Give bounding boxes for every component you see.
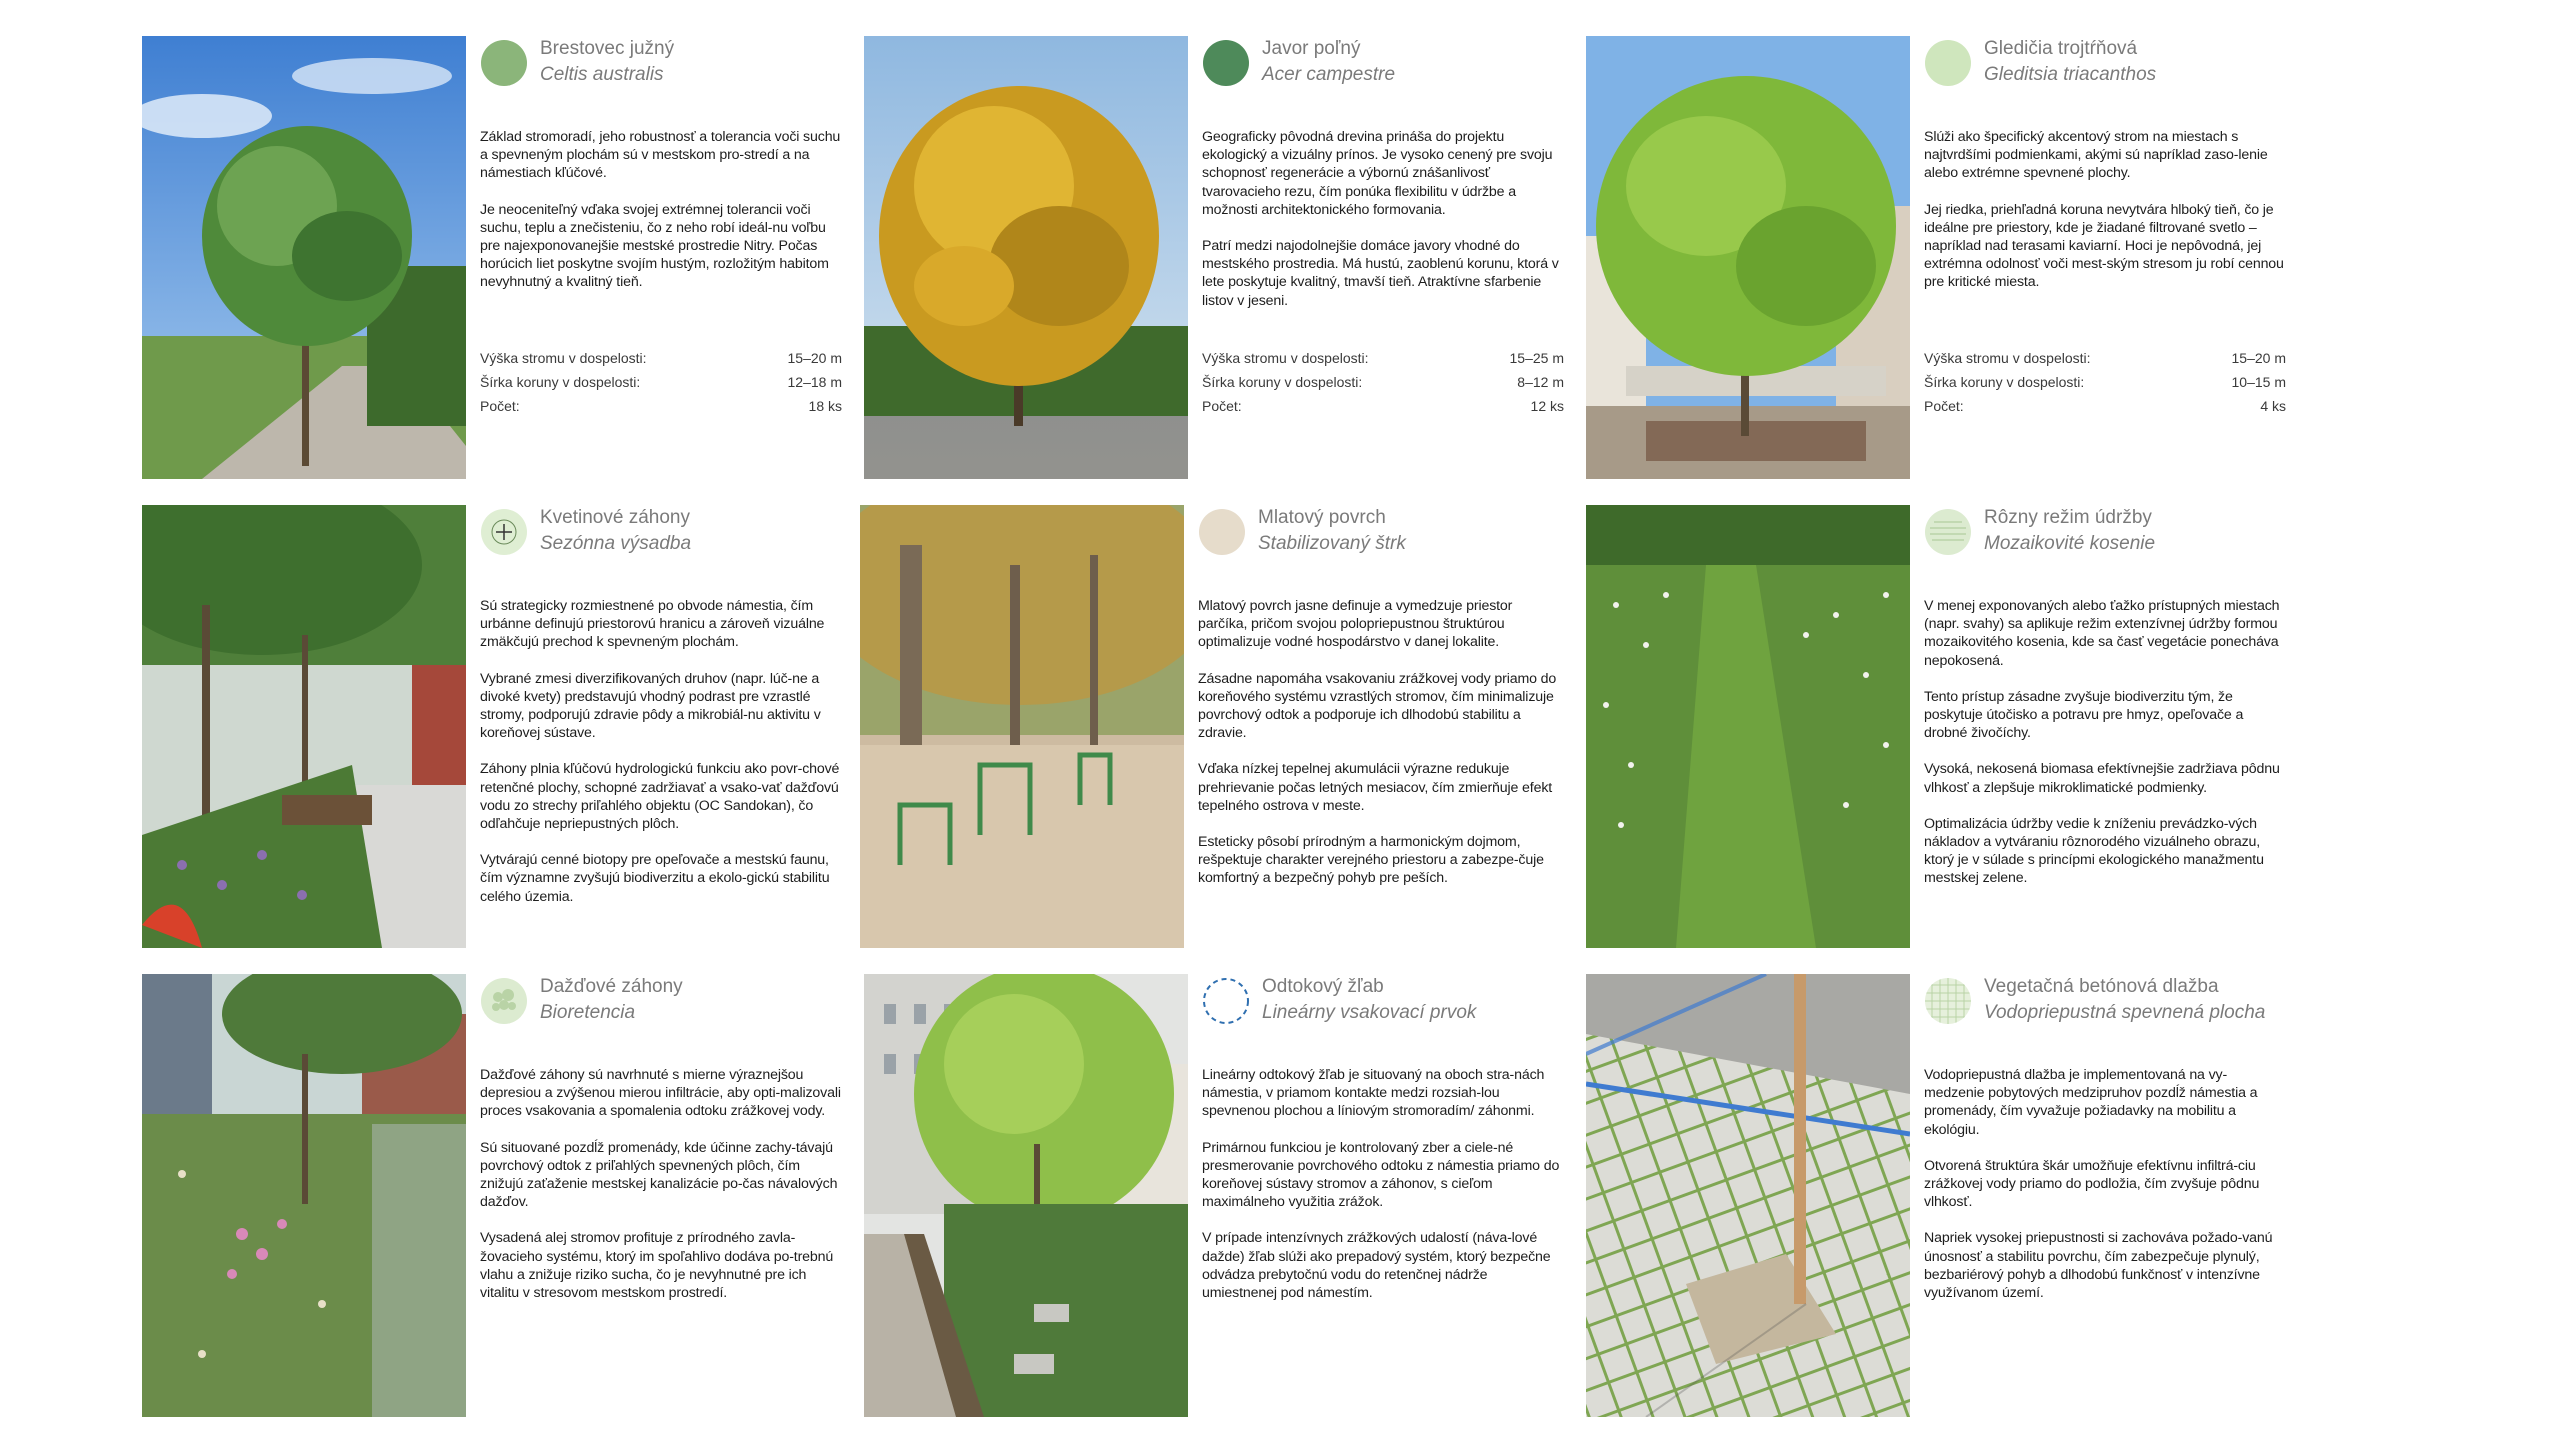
description-paragraph: Patrí medzi najodolnejšie domáce javory vhodné do mestského prostredia. Má hustú, zaoblenú korunu, ktorá v lete poskytuje kvalitný, tmavší tieň. Atraktívne sfarbenie listov v jeseni. [1202,238,1559,309]
description-paragraph: Jej riedka, priehľadná koruna nevytvára hlboký tieň, čo je ideálne pre priestory, kde je žiadané filtrované svetlo – napríklad nad terasami kaviarní. Hoci je nepôvodná, jej extrémna odolnosť voči mest-ským stresom ju robí cennou pre kritické miesta. [1924,201,2284,291]
description-paragraph: Zásadne napomáha vsakovaniu zrážkovej vody priamo do koreňového systému vzrastlých stromov, čím minimalizuje povrchový odtok a podporuje ich dlhodobú stabilitu a zdravie. [1198,670,1557,742]
description [1924,128,2286,310]
filled-circle-icon [1198,508,1246,556]
photo-tree-sky [142,36,466,479]
plant-name: Dažďové záhony [540,976,683,997]
photo-rain-garden [142,974,466,1417]
photo-flower-beds [142,505,466,948]
filled-circle-icon [480,39,528,87]
stat-height: Výška stromu v dospelosti: 15–25 m [1202,350,1564,366]
description-paragraph: Záhony plnia kľúčovú hydrologickú funkciu ako povr-chové retenčné plochy, schopné zadržiavať a vsako-vať dažďovú vodu zo strechy priľahlého objektu (OC Sandokan), čo odľahčuje nepriepustných plôch. [480,761,840,833]
stat-crown-width: Šírka koruny v dospelosti: 10–15 m [1924,374,2286,390]
tree-stats [480,350,842,422]
photo-drainage [864,974,1188,1417]
card-javor [864,36,1564,479]
description-paragraph: Vysadená alej stromov profituje z prírodného zavla-žovacieho systému, ktorý im spoľahlivo dodáva po-trebnú vlahu a znižuje riziko sucha, čo je nevyhnutné pre ich vitalitu v stresovom mestskom prostredí. [480,1230,834,1302]
description [1202,128,1564,328]
description-paragraph: Esteticky pôsobí prírodným a harmonickým dojmom, rešpektuje charakter verejného priestoru a zabezpe-čuje komfortný a bezpečný pohyb pre peších. [1198,834,1544,887]
description-paragraph: Dažďové záhony sú navrhnuté s mierne výraznejšou depresiou a zvýšenou mierou infiltrácie, aby opti-malizovali proces vsakovania a spomalenia odtoku zrážkovej vody. [480,1067,841,1120]
plant-latin-name: Mozaikovité kosenie [1984,533,2156,554]
description-paragraph: Tento prístup zásadne zvyšuje biodiverzitu tým, že poskytuje útočisko a potravu pre hmyz, opeľovače a drobné živočíchy. [1924,688,2244,742]
filled-circle-icon [1924,39,1972,87]
description [1924,597,2286,906]
stat-count: Počet: 4 ks [1924,398,2286,414]
description-paragraph: Vytvárajú cenné biotopy pre opeľovače a mestskú faunu, čím významne zvyšujú biodiverzitu a ekolo-gickú stabilitu celého územia. [480,852,830,905]
description-paragraph: Geograficky pôvodná drevina prináša do projektu ekologický a vizuálny prínos. Je vysoko cenený pre svoju schopnosť regenerácie a výbornú znášanlivosť tvarovacieho rezu, čím ponúka flexibilitu v údržbe a možnosti architektonického formovania. [1202,129,1553,218]
plant-name: Vegetačná betónová dlažba [1984,976,2219,997]
card-vegetacna-dlazba [1586,974,2286,1417]
description-paragraph: Otvorená štruktúra škár umožňuje efektívnu infiltrá-ciu zrážkovej vody priamo do podložia, čím zvyšuje pôdnu vlhkosť. [1924,1157,2260,1211]
description [1202,1066,1564,1320]
description-paragraph: Lineárny odtokový žľab je situovaný na oboch stra-nách námestia, v priamom kontakte medzi rozsiah-lou spevnenou plochou a líniovým stromoradím/ záhonmi. [1202,1067,1545,1120]
plant-name: Mlatový povrch [1258,507,1386,528]
photo-grid-paving [1586,974,1910,1417]
photo-tree-cafe [1586,36,1910,479]
plant-name: Odtokový žľab [1262,976,1384,997]
card-brestovec [142,36,842,479]
info-panel [1924,36,2286,479]
description-paragraph: Sú situované pozdĺž promenády, kde účinne zachy-távajú povrchový odtok z priľahlých spevnených plôch, čím znižujú zaťaženie mestskej kanalizácie po-čas návalových dažďov. [480,1139,838,1211]
info-panel [1202,36,1564,479]
description-paragraph: Vďaka nízkej tepelnej akumulácii výrazne redukuje prehrievanie počas letných mesiacov, čím zmierňuje efekt tepelného ostrova v meste. [1198,761,1553,814]
plant-name: Rôzny režim údržby [1984,507,2152,528]
mowing-pattern-icon [1924,508,1972,556]
card-dazdove-zahony [142,974,842,1417]
description-paragraph: Slúži ako špecifický akcentový strom na miestach s najtvrdšími podmienkami, akými sú napríklad zaso-lenie alebo extrémne spevnené plochy. [1924,129,2268,182]
description-paragraph: Vybrané zmesi diverzifikovaných druhov (napr. lúč-ne a divoké kvety) predstavujú vhodný podrast pre vzrastlé stromy, podporujú zdravie pôdy a mikrobiál-nu aktivitu v koreňovej sústave. [480,670,821,742]
stat-count: Počet: 18 ks [480,398,842,414]
description [480,1066,842,1320]
description-paragraph: Je neoceniteľný vďaka svojej extrémnej tolerancii voči suchu, teplu a znečisteniu, čo z neho robí ideál-nu voľbu pre najexponovanejšie mestské prostredie Nitry. Počas horúcich liet poskytne svojím hustým, rozložitým habitom nevyhnutný a kvalitný tieň. [480,201,829,291]
info-panel [1924,974,2286,1417]
plant-name: Gledičia trojtŕňová [1984,38,2138,59]
grid-paving-icon [1924,977,1972,1025]
description [480,597,842,924]
card-gledicia [1586,36,2286,479]
description [1198,597,1560,906]
plant-latin-name: Sezónna výsadba [540,533,692,554]
photo-gravel-park [860,505,1184,948]
filled-circle-icon [1202,39,1250,87]
tree-stats [1924,350,2286,422]
info-panel [480,974,842,1417]
stat-height: Výška stromu v dospelosti: 15–20 m [1924,350,2286,366]
plant-name: Brestovec južný [540,38,675,59]
description-paragraph: Primárnou funkciou je kontrolovaný zber a ciele-né presmerovanie povrchového odtoku z námestia priamo do koreňovej sústavy stromov a záhonov, s cieľom maximálneho využitia zrážok. [1202,1139,1560,1211]
description-paragraph: Vodopriepustná dlažba je implementovaná na vy-medzenie pobytových medzipruhov pozdĺž námestia a promenády, čím vyvažuje požiadavky na mobilitu a ekológiu. [1924,1067,2258,1138]
plant-latin-name: Stabilizovaný štrk [1258,533,1406,554]
tree-stats [1202,350,1564,422]
info-panel [480,36,842,479]
dashed-circle-icon [1202,977,1250,1025]
stat-count: Počet: 12 ks [1202,398,1564,414]
description-paragraph: Napriek vysokej priepustnosti si zachováva požado-vanú únosnosť a stabilitu povrchu, čím zabezpečuje plynulý, bezbariérový pohyb a dlhodobú funkčnosť v intenzívne využívanom území. [1924,1230,2273,1302]
info-panel [480,505,842,948]
description-paragraph: Mlatový povrch jasne definuje a vymedzuje priestor parčíka, pričom svojou polopriepustnou štruktúrou optimalizuje vodné hospodárstvo v danej lokalite. [1198,598,1513,651]
plant-name: Kvetinové záhony [540,507,690,528]
info-panel [1202,974,1564,1417]
plant-latin-name: Vodopriepustná spevnená plocha [1984,1002,2266,1023]
plant-latin-name: Gleditsia triacanthos [1984,64,2157,85]
flower-bed-icon [480,508,528,556]
stat-crown-width: Šírka koruny v dospelosti: 12–18 m [480,374,842,390]
photo-meadow [1586,505,1910,948]
description-paragraph: Sú strategicky rozmiestnené po obvode námestia, čím urbánne definujú priestorovú hranicu a zároveň vizuálne zmäkčujú prechod k spevneným plochám. [480,598,825,651]
stat-crown-width: Šírka koruny v dospelosti: 8–12 m [1202,374,1564,390]
plant-latin-name: Bioretencia [540,1002,636,1023]
description-paragraph: V menej exponovaných alebo ťažko prístupných miestach (napr. svahy) sa aplikuje režim extenzívnej údržby formou mozaikovitého kosenia, kde sa časť vegetácie ponecháva nepokosená. [1924,598,2280,669]
info-panel [1924,505,2286,948]
description [480,128,842,310]
stat-height: Výška stromu v dospelosti: 15–20 m [480,350,842,366]
description-paragraph: V prípade intenzívnych zrážkových udalostí (náva-lové dažde) žľab slúži ako prepadový systém, ktorý bezpečne odvádza prebytočnú vodu do retenčnej nádrže umiestnenej pod námestím. [1202,1230,1551,1302]
card-mlatovy-povrch [860,505,1560,948]
card-kvetinove-zahony [142,505,842,948]
photo-tree-autumn [864,36,1188,479]
info-panel [1198,505,1560,948]
card-odtokovy-zlab [864,974,1564,1417]
card-rozny-rezim-udrzby [1586,505,2286,948]
description-paragraph: Základ stromoradí, jeho robustnosť a tolerancia voči suchu a spevneným plochám sú v mestskom pro-stredí a na námestiach kľúčové. [480,129,841,182]
description [1924,1066,2286,1320]
description-paragraph: Optimalizácia údržby vedie k zníženiu prevádzko-vých nákladov a vytváraniu rôznorodého vizuálneho obrazu, ktorý je v súlade s princípmi ekologického manažmentu mestskej zelene. [1924,815,2264,887]
plant-latin-name: Celtis australis [540,64,664,85]
plant-name: Javor poľný [1262,38,1361,59]
plant-latin-name: Acer campestre [1262,64,1396,85]
plant-latin-name: Lineárny vsakovací prvok [1262,1002,1477,1023]
description-paragraph: Vysoká, nekosená biomasa efektívnejšie zadržiava pôdnu vlhkosť a zlepšuje mikroklimatické podmienky. [1924,761,2280,796]
rain-garden-icon [480,977,528,1025]
